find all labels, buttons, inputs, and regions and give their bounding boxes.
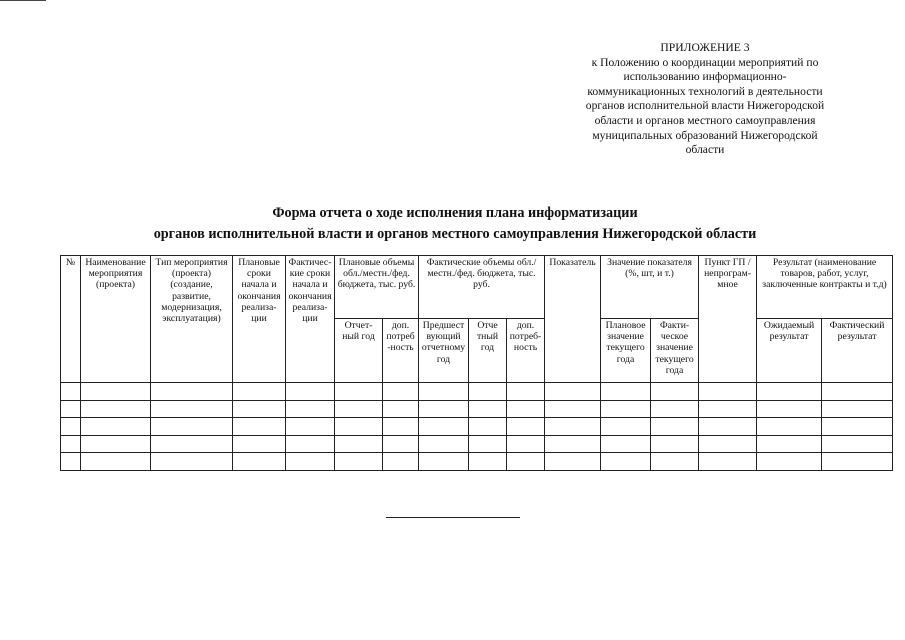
top-edge-rule: [0, 0, 46, 1]
appendix-line: коммуникационных технологий в деятельности: [587, 84, 823, 98]
table-cell[interactable]: [601, 418, 651, 436]
table-cell[interactable]: [151, 418, 233, 436]
header-indicator-value: Значение показателя (%, шт, и т.): [601, 256, 699, 319]
table-cell[interactable]: [469, 383, 507, 401]
header-name: Наименование мероприятия (проекта): [81, 256, 151, 383]
table-cell[interactable]: [151, 383, 233, 401]
table-cell[interactable]: [757, 400, 822, 418]
table-cell[interactable]: [651, 453, 699, 471]
table-body: [61, 383, 893, 471]
table-cell[interactable]: [601, 435, 651, 453]
table-cell[interactable]: [233, 418, 286, 436]
table-cell[interactable]: [81, 418, 151, 436]
table-cell[interactable]: [419, 383, 469, 401]
table-cell[interactable]: [81, 383, 151, 401]
table-cell[interactable]: [699, 418, 757, 436]
table-row: [61, 435, 893, 453]
table-cell[interactable]: [383, 453, 419, 471]
table-cell[interactable]: [61, 400, 81, 418]
table-cell[interactable]: [651, 418, 699, 436]
table-cell[interactable]: [233, 400, 286, 418]
subheader-actual-reporting-year: Отче тный год: [469, 319, 507, 383]
table-cell[interactable]: [335, 400, 383, 418]
table-cell[interactable]: [699, 435, 757, 453]
table-cell[interactable]: [335, 418, 383, 436]
table-cell[interactable]: [419, 418, 469, 436]
table-cell[interactable]: [61, 435, 81, 453]
appendix-line: использованию информационно-: [623, 70, 787, 84]
appendix-line: муниципальных образований Нижегородской: [592, 128, 818, 142]
report-table: [60, 255, 893, 471]
header-planned-volumes: Плановые объемы обл./местн./фед. бюджета, тыс. руб.: [335, 256, 419, 319]
table-cell[interactable]: [335, 453, 383, 471]
table-row: [61, 418, 893, 436]
table-cell[interactable]: [545, 383, 601, 401]
table-cell[interactable]: [757, 435, 822, 453]
subheader-indicator-actual-value: Факти- ческое значение текущего года: [651, 319, 699, 383]
table-cell[interactable]: [81, 435, 151, 453]
table-cell[interactable]: [757, 383, 822, 401]
table-cell[interactable]: [507, 400, 545, 418]
table-cell[interactable]: [545, 418, 601, 436]
header-indicator: Показатель: [545, 256, 601, 383]
table-cell[interactable]: [822, 383, 893, 401]
table-cell[interactable]: [822, 400, 893, 418]
table-row: [61, 383, 893, 401]
table-cell[interactable]: [507, 383, 545, 401]
table-cell[interactable]: [335, 435, 383, 453]
table-cell[interactable]: [81, 400, 151, 418]
subheader-result-expected: Ожидаемый результат: [757, 319, 822, 383]
table-cell[interactable]: [151, 400, 233, 418]
table-cell[interactable]: [651, 435, 699, 453]
table-cell[interactable]: [601, 453, 651, 471]
header-planned-terms: Плановые сроки начала и окончания реализа- ции: [233, 256, 286, 383]
table-cell[interactable]: [61, 453, 81, 471]
header-actual-volumes: Фактические объемы обл./местн./фед. бюджета, тыс. руб.: [419, 256, 545, 319]
table-cell[interactable]: [233, 453, 286, 471]
table-cell[interactable]: [383, 400, 419, 418]
table-cell[interactable]: [651, 383, 699, 401]
appendix-line: к Положению о координации мероприятий по: [591, 55, 819, 69]
table-cell[interactable]: [699, 383, 757, 401]
table-cell[interactable]: [601, 400, 651, 418]
table-cell[interactable]: [822, 418, 893, 436]
subheader-indicator-planned-value: Плановое значение текущего года: [601, 319, 651, 383]
appendix-line: области и органов местного самоуправления: [594, 113, 816, 127]
appendix-header: [560, 41, 850, 158]
table-cell[interactable]: [419, 435, 469, 453]
table-cell[interactable]: [151, 453, 233, 471]
table-cell[interactable]: [822, 435, 893, 453]
table-cell[interactable]: [469, 435, 507, 453]
subheader-planned-reporting-year: Отчет- ный год: [335, 319, 383, 383]
table-cell[interactable]: [545, 400, 601, 418]
table-cell[interactable]: [151, 435, 233, 453]
table-cell[interactable]: [757, 418, 822, 436]
table-cell[interactable]: [383, 435, 419, 453]
table-cell[interactable]: [286, 435, 335, 453]
footer-rule: [386, 517, 520, 518]
table-cell[interactable]: [469, 453, 507, 471]
table-cell[interactable]: [822, 453, 893, 471]
form-title-line-1: Форма отчета о ходе исполнения плана информатизации: [272, 205, 638, 221]
table-cell[interactable]: [383, 418, 419, 436]
appendix-line: области: [685, 143, 725, 157]
table-cell[interactable]: [286, 418, 335, 436]
table-cell[interactable]: [335, 383, 383, 401]
table-cell[interactable]: [233, 435, 286, 453]
subheader-result-actual: Фактический результат: [822, 319, 893, 383]
table-cell[interactable]: [469, 418, 507, 436]
table-row: [61, 453, 893, 471]
table-cell[interactable]: [81, 453, 151, 471]
table-cell[interactable]: [419, 453, 469, 471]
table-cell[interactable]: [699, 400, 757, 418]
subheader-actual-additional-need: доп. потреб- ность: [507, 319, 545, 383]
table-cell[interactable]: [286, 400, 335, 418]
table-row: [61, 400, 893, 418]
table-cell[interactable]: [545, 435, 601, 453]
table-cell[interactable]: [61, 383, 81, 401]
table-cell[interactable]: [651, 400, 699, 418]
subheader-planned-additional-need: доп. потреб -ность: [383, 319, 419, 383]
table-cell[interactable]: [507, 435, 545, 453]
header-type: Тип мероприятия (проекта) (создание, развитие, модернизация, эксплуатация): [151, 256, 233, 383]
appendix-line: ПРИЛОЖЕНИЕ 3: [660, 41, 750, 54]
table-cell[interactable]: [699, 453, 757, 471]
table-cell[interactable]: [545, 453, 601, 471]
header-actual-terms: Фактичес- кие сроки начала и окончания реализа- ции: [286, 256, 335, 383]
table-cell[interactable]: [419, 400, 469, 418]
table-cell[interactable]: [383, 383, 419, 401]
table-cell[interactable]: [757, 453, 822, 471]
table-cell[interactable]: [233, 383, 286, 401]
header-result: Результат (наименование товаров, работ, услуг, заключенные контракты и т.д): [757, 256, 893, 319]
header-num: №: [61, 256, 81, 383]
form-title-line-2: органов исполнительной власти и органов местного самоуправления Нижегородской области: [153, 226, 757, 242]
table-cell[interactable]: [601, 383, 651, 401]
form-title: [60, 203, 850, 245]
table-cell[interactable]: [469, 400, 507, 418]
table-header-row: [61, 256, 893, 319]
table-cell[interactable]: [61, 418, 81, 436]
table-cell[interactable]: [507, 418, 545, 436]
table-cell[interactable]: [507, 453, 545, 471]
subheader-actual-previous-year: Предшест вующий отчетному год: [419, 319, 469, 383]
appendix-line: органов исполнительной власти Нижегородской: [585, 99, 825, 113]
header-gp-point: Пункт ГП / непрограм- мное: [699, 256, 757, 383]
table-cell[interactable]: [286, 383, 335, 401]
table-cell[interactable]: [286, 453, 335, 471]
